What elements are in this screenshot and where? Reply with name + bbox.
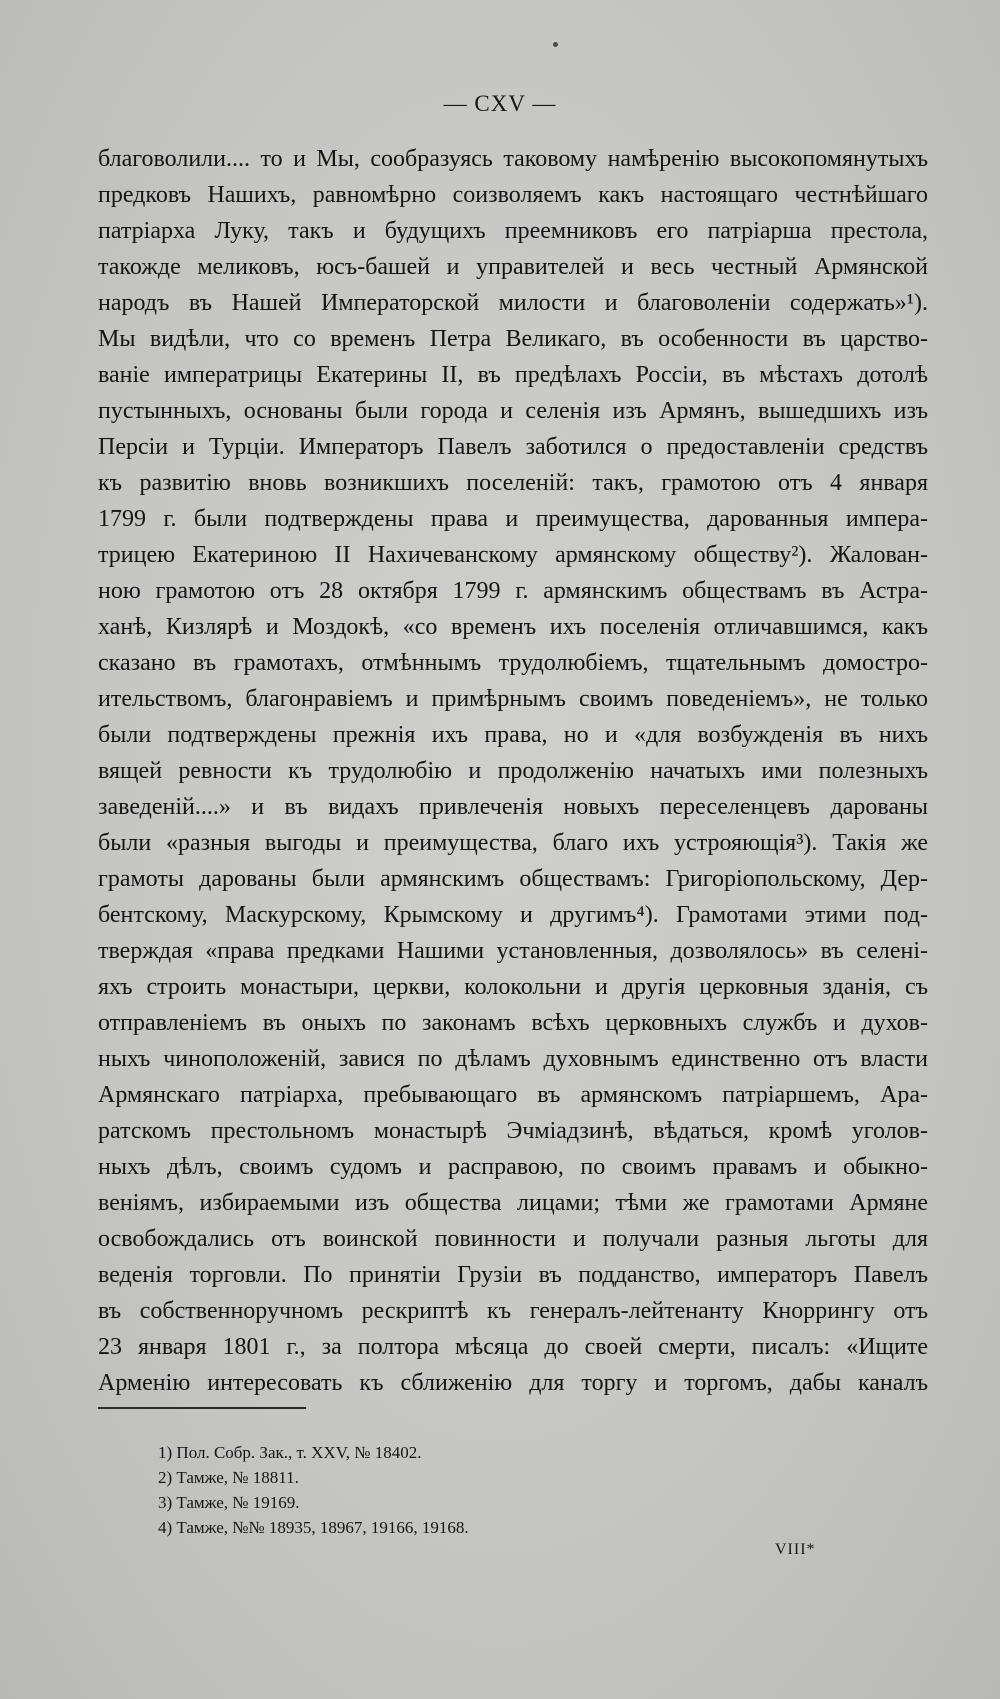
body-text bbox=[98, 141, 928, 1401]
body-line: сказано въ грамотахъ, отмѣннымъ трудолюбіемъ, тщательнымъ домостро- bbox=[98, 650, 928, 676]
body-line: грамоты дарованы были армянскимъ обществамъ: Григоріопольскому, Дер- bbox=[98, 866, 928, 892]
body-line: къ развитію вновь возникшихъ поселеній: такъ, грамотою отъ 4 января bbox=[98, 470, 928, 496]
body-line: Мы видѣли, что со временъ Петра Великаго, въ особенности въ царство- bbox=[98, 326, 928, 352]
body-line: въ собственноручномъ рескриптѣ къ генералъ-лейтенанту Кноррингу отъ bbox=[98, 1298, 928, 1324]
body-line: ною грамотою отъ 28 октября 1799 г. армянскимъ обществамъ въ Астра- bbox=[98, 578, 928, 604]
footnote-item: 1) Пол. Собр. Зак., т. XXV, № 18402. bbox=[158, 1443, 422, 1462]
body-line: Персіи и Турціи. Императоръ Павелъ заботился о предоставленіи средствъ bbox=[98, 434, 928, 460]
body-line: такожде меликовъ, юсъ-башей и управителей и весь честный Армянской bbox=[98, 254, 928, 280]
body-line: народъ въ Нашей Императорской милости и благоволеніи содержать»¹). bbox=[98, 290, 928, 316]
body-line: вящей ревности къ трудолюбію и продолженію начатыхъ ими полезныхъ bbox=[98, 758, 928, 784]
body-line: освобождались отъ воинской повинности и получали разныя льготы для bbox=[98, 1226, 928, 1252]
body-line: предковъ Нашихъ, равномѣрно соизволяемъ какъ настоящаго честнѣйшаго bbox=[98, 182, 928, 208]
body-line: пустынныхъ, основаны были города и селенія изъ Армянъ, вышедшихъ изъ bbox=[98, 398, 928, 424]
body-line: бентскому, Маскурскому, Крымскому и другимъ⁴). Грамотами этими под- bbox=[98, 902, 928, 928]
body-line: 1799 г. были подтверждены права и преимущества, дарованныя импера- bbox=[98, 506, 928, 532]
body-line: Арменію интересовать къ сближенію для торгу и торгомъ, дабы каналъ bbox=[98, 1370, 928, 1396]
body-line: ханѣ, Кизлярѣ и Моздокѣ, «со временъ ихъ поселенія отличавшимся, какъ bbox=[98, 614, 928, 640]
body-line: были подтверждены прежнія ихъ права, но и «для возбужденія въ нихъ bbox=[98, 722, 928, 748]
body-line: ныхъ дѣлъ, своимъ судомъ и расправою, по своимъ правамъ и обыкно- bbox=[98, 1154, 928, 1180]
footnotes bbox=[158, 1440, 858, 1540]
body-line: благоволили.... то и Мы, сообразуясь таковому намѣренію высокопомянутыхъ bbox=[98, 146, 928, 172]
body-line: ныхъ чиноположеній, завися по дѣламъ духовнымъ единственно отъ власти bbox=[98, 1046, 928, 1072]
body-line: тверждая «права предками Нашими установленныя, дозволялось» въ селені- bbox=[98, 938, 928, 964]
ink-speck bbox=[553, 42, 558, 47]
body-line: трицею Екатериною II Нахичеванскому армянскому обществу²). Жалован- bbox=[98, 542, 928, 568]
footnote-item: 2) Тамже, № 18811. bbox=[158, 1468, 299, 1487]
body-line: ительствомъ, благонравіемъ и примѣрнымъ своимъ поведеніемъ», не только bbox=[98, 686, 928, 712]
body-line: веденія торговли. По принятіи Грузіи въ подданство, императоръ Павелъ bbox=[98, 1262, 928, 1288]
body-line: отправленіемъ въ оныхъ по законамъ всѣхъ церковныхъ службъ и духов- bbox=[98, 1010, 928, 1036]
body-line: ратскомъ престольномъ монастырѣ Эчміадзинѣ, вѣдаться, кромѣ уголов- bbox=[98, 1118, 928, 1144]
page-number-header: — CXV — bbox=[443, 91, 557, 116]
body-line: Армянскаго патріарха, пребывающаго въ армянскомъ патріаршемъ, Ара- bbox=[98, 1082, 928, 1108]
body-line: заведеній....» и въ видахъ привлеченія новыхъ переселенцевъ дарованы bbox=[98, 794, 928, 820]
footnote-item: 3) Тамже, № 19169. bbox=[158, 1493, 300, 1512]
body-line: веніямъ, избираемыми изъ общества лицами; тѣми же грамотами Армяне bbox=[98, 1190, 928, 1216]
body-line: яхъ строить монастыри, церкви, колокольни и другія церковныя зданія, съ bbox=[98, 974, 928, 1000]
body-line: ваніе императрицы Екатерины II, въ предѣлахъ Россіи, въ мѣстахъ дотолѣ bbox=[98, 362, 928, 388]
footnote-separator bbox=[98, 1407, 306, 1409]
body-line: 23 января 1801 г., за полтора мѣсяца до своей смерти, писалъ: «Ищите bbox=[98, 1334, 928, 1360]
body-line: патріарха Луку, такъ и будущихъ преемниковъ его патріарша престола, bbox=[98, 218, 928, 244]
footnote-item: 4) Тамже, №№ 18935, 18967, 19166, 19168. bbox=[158, 1518, 469, 1537]
signature-mark: VIII* bbox=[775, 1541, 816, 1558]
body-line: были «разныя выгоды и преимущества, благо ихъ устрояющія³). Такія же bbox=[98, 830, 928, 856]
